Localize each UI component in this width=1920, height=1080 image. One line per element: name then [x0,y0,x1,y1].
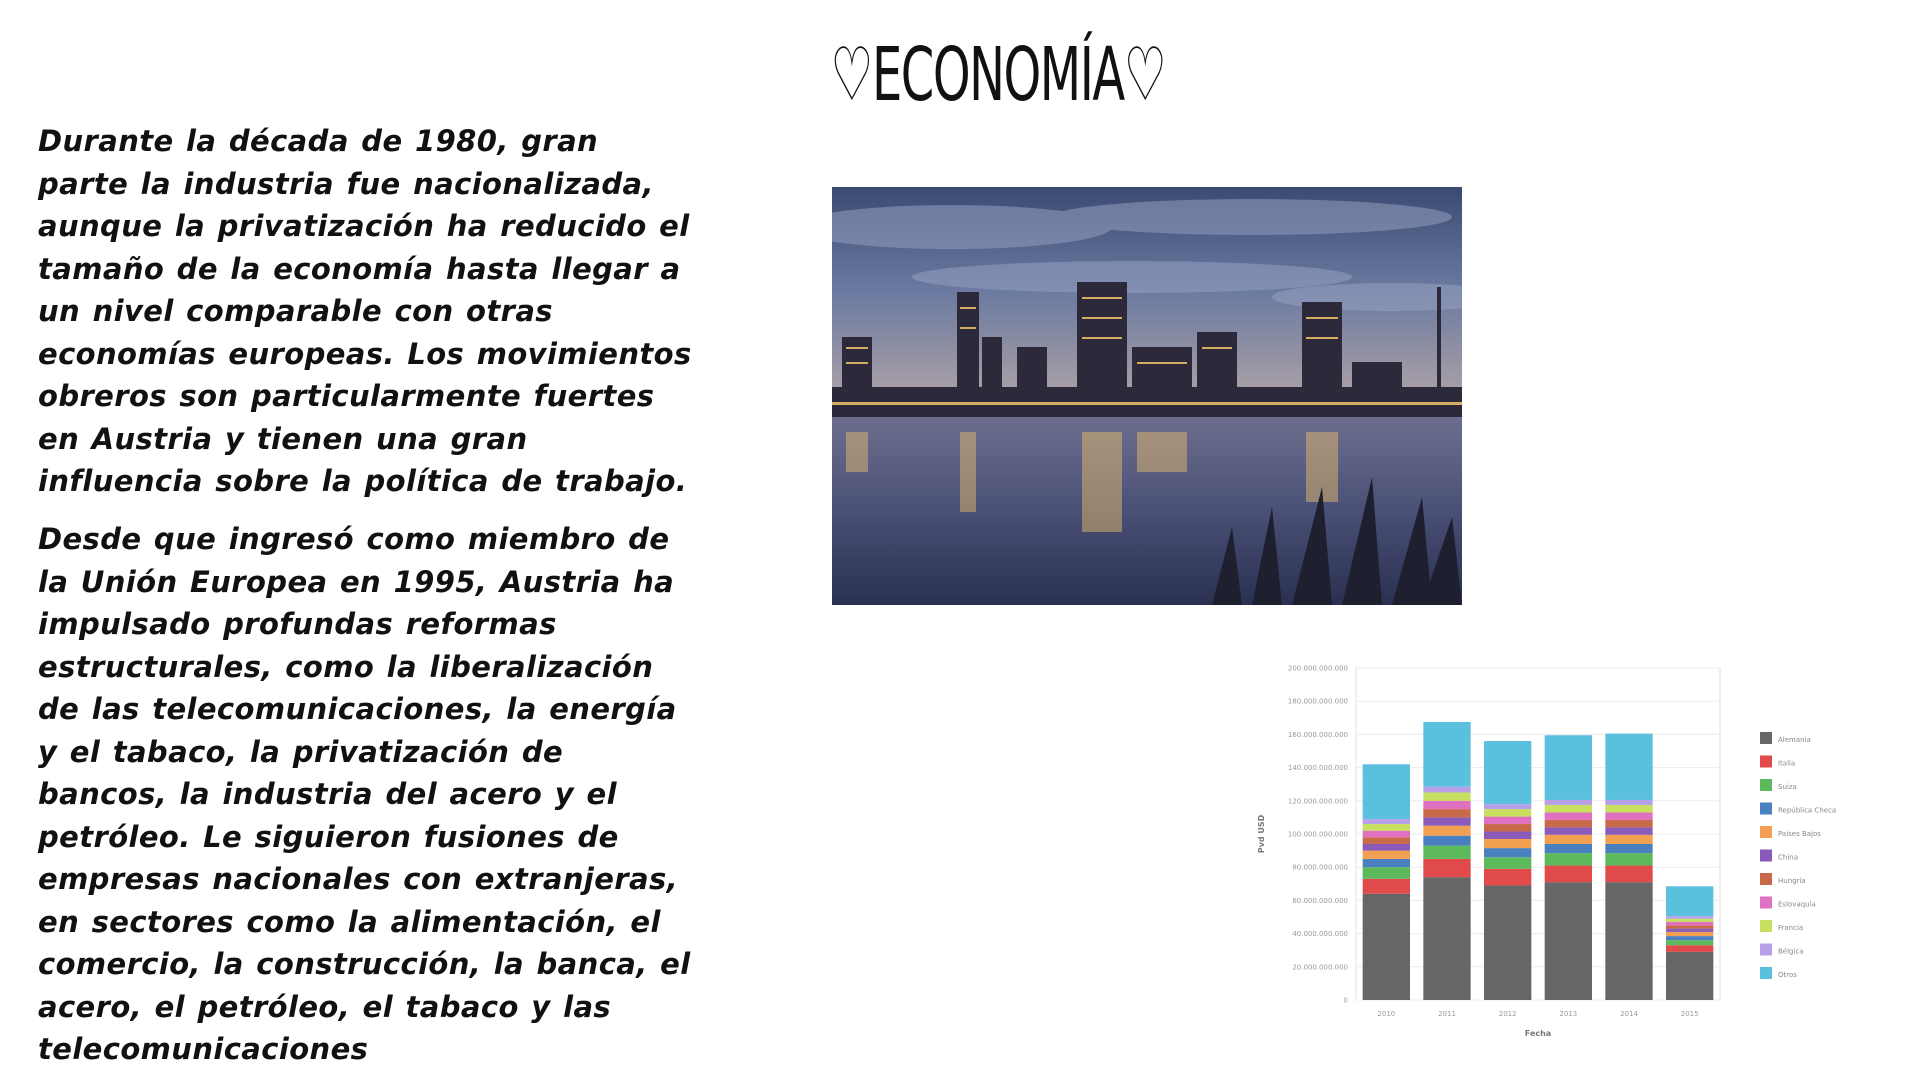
city-skyline-photo [832,187,1462,605]
bar-segment [1484,804,1531,809]
x-tick-label: 2015 [1680,1010,1699,1018]
bar-segment [1363,844,1410,851]
bar-segment [1363,831,1410,838]
bar-segment [1484,741,1531,804]
bar-segment [1363,819,1410,824]
legend-swatch [1760,850,1772,862]
legend-label: Francia [1778,924,1804,932]
y-tick-label: 140.000.000.000 [1287,764,1348,773]
exports-stacked-bar-chart [1250,660,1880,1060]
bar-segment [1666,952,1713,1000]
legend-label: Alemania [1778,736,1811,744]
bar-segment [1545,735,1592,800]
legend-swatch [1760,756,1772,768]
legend-label: República Checa [1778,806,1837,815]
bar-segment [1605,882,1652,1000]
bar-segment [1545,844,1592,853]
legend-label: Eslovaquia [1778,900,1816,909]
bar-segment [1423,801,1470,809]
bar-segment [1363,764,1410,819]
bar-segment [1363,837,1410,844]
y-tick-label: 60.000.000.000 [1292,896,1348,905]
bar-segment [1545,835,1592,844]
bar-segment [1545,827,1592,834]
bar-segment [1545,853,1592,865]
bar-segment [1605,805,1652,812]
x-tick-label: 2011 [1438,1010,1456,1018]
bar-segment [1545,805,1592,812]
bar-segment [1545,882,1592,1000]
legend-swatch [1760,779,1772,791]
bar-segment [1423,817,1470,825]
bar-segment [1363,894,1410,1000]
legend-swatch [1760,897,1772,909]
bar-segment [1484,857,1531,869]
legend-swatch [1760,873,1772,885]
y-tick-label: 20.000.000.000 [1292,963,1348,972]
bar-segment [1545,812,1592,819]
bar-segment [1545,820,1592,827]
bar-segment [1484,817,1531,824]
slide-title: ♡ECONOMÍA♡ [830,32,1166,118]
bar-segment [1605,866,1652,883]
bar-segment [1605,844,1652,853]
legend-swatch [1760,732,1772,744]
bar-segment [1363,824,1410,831]
bar-segment [1423,793,1470,801]
bar-segment [1666,940,1713,945]
bar-segment [1666,916,1713,918]
y-tick-label: 120.000.000.000 [1287,797,1348,806]
bar-segment [1423,809,1470,817]
bar-segment [1363,879,1410,894]
bar-segment [1666,932,1713,936]
bar-segment [1423,826,1470,836]
x-tick-label: 2014 [1620,1010,1638,1018]
bar-segment [1666,925,1713,928]
bar-segment [1423,836,1470,846]
bar-segment [1545,866,1592,883]
bar-segment [1605,827,1652,834]
bar-segment [1666,886,1713,916]
legend-swatch [1760,944,1772,956]
legend-swatch [1760,967,1772,979]
bar-segment [1484,848,1531,857]
bar-segment [1605,820,1652,827]
x-tick-label: 2010 [1377,1010,1396,1018]
legend-label: China [1778,853,1798,862]
x-axis-title: Fecha [1524,1029,1552,1038]
y-tick-label: 160.000.000.000 [1287,730,1348,739]
bar-segment [1363,851,1410,859]
bar-segment [1363,867,1410,879]
legend-label: Países Bajos [1778,830,1821,838]
legend-swatch [1760,803,1772,815]
legend-label: Suiza [1778,783,1797,791]
bar-segment [1605,800,1652,805]
y-axis-title: Pvd USD [1257,814,1266,854]
bar-segment [1423,722,1470,787]
legend-label: Otros [1778,971,1797,979]
legend-swatch [1760,826,1772,838]
y-tick-label: 180.000.000.000 [1287,697,1348,706]
bar-segment [1545,800,1592,805]
bar-segment [1423,877,1470,1000]
y-tick-label: 80.000.000.000 [1292,863,1348,872]
legend-label: Hungría [1778,877,1806,885]
bar-segment [1605,835,1652,844]
bar-segment [1605,853,1652,865]
x-tick-label: 2012 [1498,1010,1517,1018]
chart-canvas [1250,660,1880,1060]
paragraph-nationalization: Durante la década de 1980, gran parte la industria fue nacionalizada, aunque la privatización ha reducido el tamaño de la economía hasta llegar a un nivel comparable con otras economías europeas. Los movimientos obreros son particularmente fuertes en Austria y tienen una gran influencia sobre la política de trabajo. [38,124,692,498]
bar-segment [1484,869,1531,886]
bar-segment [1423,859,1470,877]
bar-segment [1666,919,1713,922]
bar-segment [1666,945,1713,952]
paragraph-eu-reforms: Desde que ingresó como miembro de la Unión Europea en 1995, Austria ha impulsado profundas reformas estructurales, como la liberalización de las telecomunicaciones, la energía y el tabaco, la privatización de bancos, la industria del acero y el petróleo. Le siguieron fusiones de empresas nacionales con extranjeras, en sectores como la alimentación, el comercio, la construcción, la banca, el acero, el petróleo, el tabaco y las telecomunicaciones [38,522,691,1066]
bar-segment [1484,824,1531,831]
y-tick-label: 40.000.000.000 [1292,930,1348,939]
x-tick-label: 2013 [1559,1010,1578,1018]
legend-label: Italia [1778,759,1796,768]
bar-segment [1363,859,1410,867]
bar-segment [1605,812,1652,819]
bar-segment [1605,734,1652,800]
bar-segment [1666,936,1713,940]
bar-segment [1484,839,1531,848]
legend-label: Bélgica [1778,947,1804,956]
bar-segment [1423,787,1470,793]
y-tick-label: 100.000.000.000 [1287,830,1348,839]
bar-segment [1423,846,1470,859]
legend-swatch [1760,920,1772,932]
bar-segment [1484,832,1531,839]
y-tick-label: 0 [1343,996,1348,1005]
bar-segment [1484,885,1531,1000]
bar-segment [1666,922,1713,925]
bar-segment [1666,929,1713,932]
y-tick-label: 200.000.000.000 [1287,664,1348,673]
bar-segment [1484,809,1531,816]
